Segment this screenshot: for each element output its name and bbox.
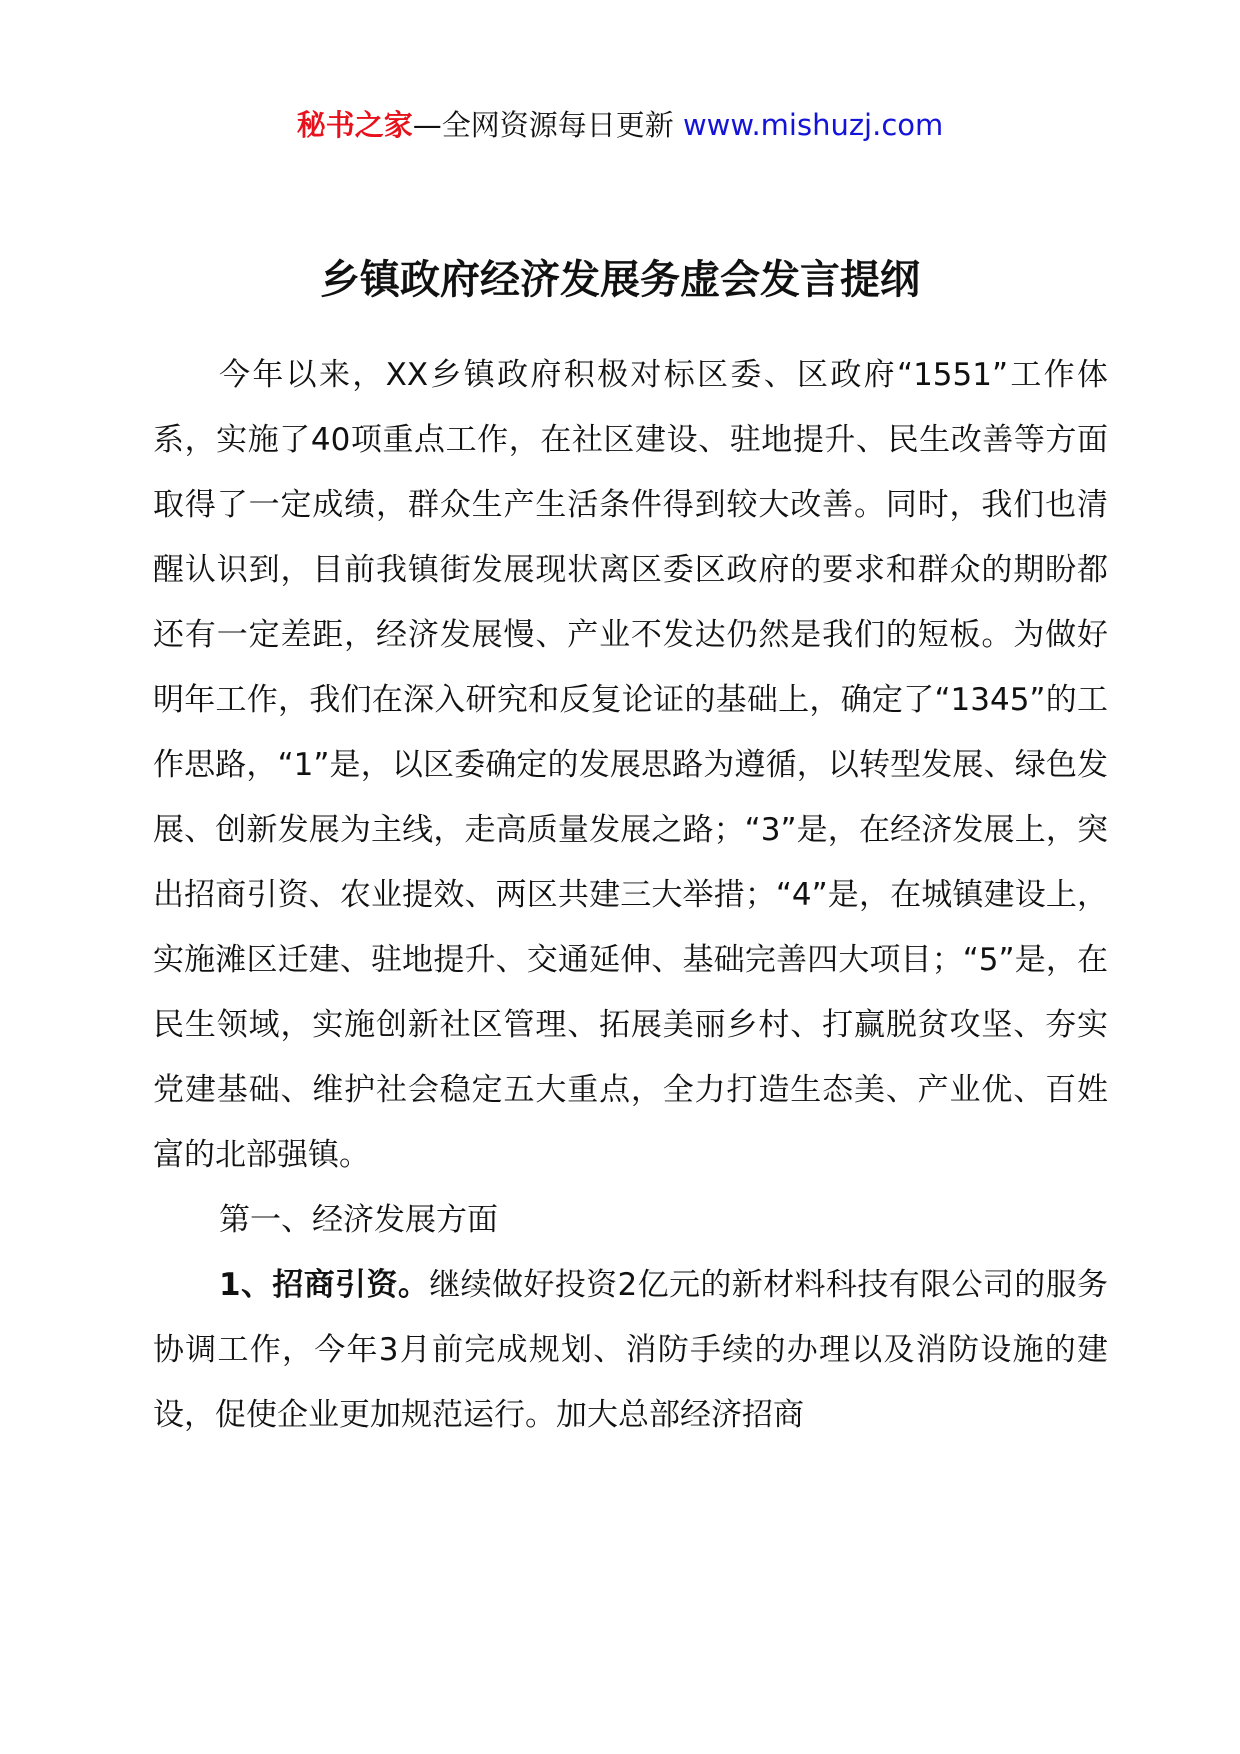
section-heading: 第一、经济发展方面: [219, 1202, 498, 1238]
site-url-link[interactable]: www.mishuzj.com: [682, 108, 944, 142]
item-lead: 1、招商引资。: [219, 1267, 430, 1303]
item-paragraph: [153, 1253, 1108, 1448]
brand-name: 秘书之家: [296, 108, 413, 142]
document-title: 乡镇政府经济发展务虚会发言提纲: [320, 257, 920, 303]
item-text: 继续做好投资2亿元的新材料科技有限公司的服务协调工作，今年3月前完成规划、消防手续的办理以及消防设施的建设，促使企业更加规范运行。加大总部经济招商: [153, 1267, 1108, 1433]
page-header: [0, 100, 1240, 150]
header-tagline: —全网资源每日更新: [412, 108, 674, 142]
intro-paragraph: 今年以来，XX乡镇政府积极对标区委、区政府“1551”工作体系，实施了40项重点工作，在社区建设、驻地提升、民生改善等方面取得了一定成绩，群众生产生活条件得到较大改善。同时，我们也清醒认识到，目前我镇街发展现状离区委区政府的要求和群众的期盼都还有一定差距，经济发展慢、产业不发达仍然是我们的短板。为做好明年工作，我们在深入研究和反复论证的基础上，确定了“1345”的工作思路，“1”是，以区委确定的发展思路为遵循，以转型发展、绿色发展、创新发展为主线，走高质量发展之路；“3”是，在经济发展上，突出招商引资、农业提效、两区共建三大举措；“4”是，在城镇建设上，实施滩区迁建、驻地提升、交通延伸、基础完善四大项目；“5”是，在民生领域，实施创新社区管理、拓展美丽乡村、打赢脱贫攻坚、夯实党建基础、维护社会稳定五大重点，全力打造生态美、产业优、百姓富的北部强镇。: [153, 357, 1108, 1173]
document-body: [153, 343, 1108, 1448]
